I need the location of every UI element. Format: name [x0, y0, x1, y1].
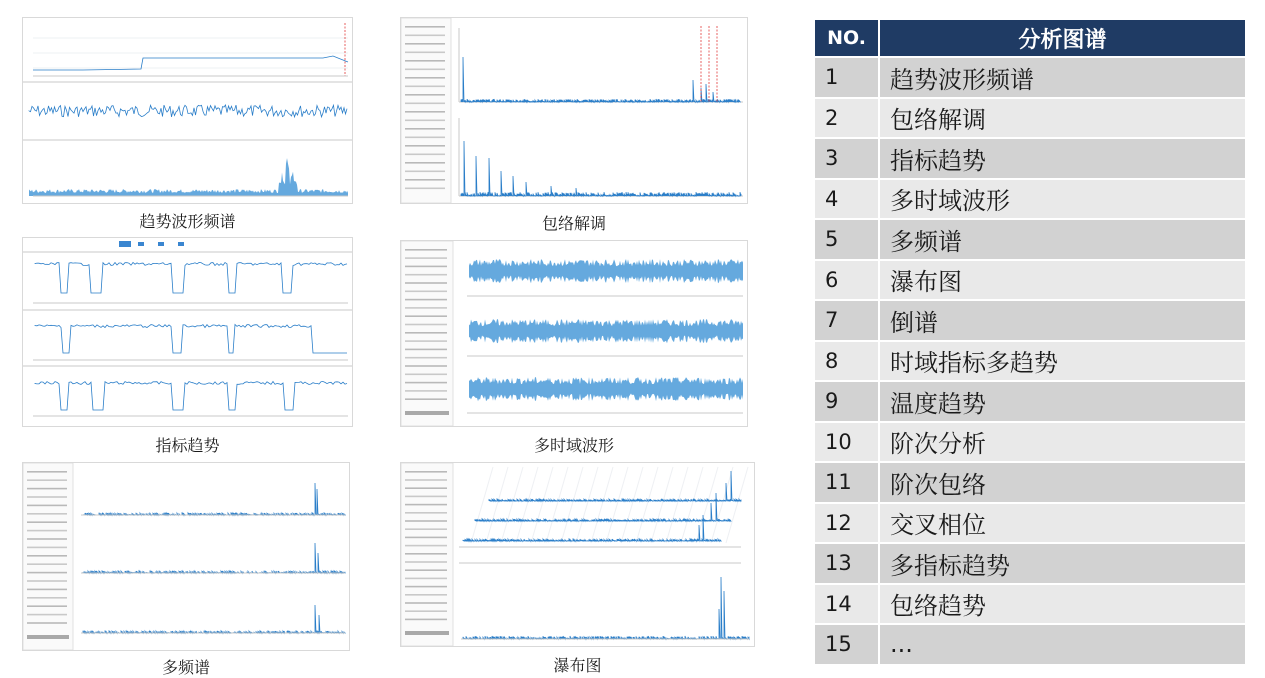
thumbnail-caption: 多时域波形: [533, 436, 614, 455]
thumbnail-indicator-trend: [22, 237, 353, 427]
thumbnail-multi-time-waveform: [400, 240, 748, 427]
indicator-trend-chart: [23, 238, 352, 426]
row-name: ...: [880, 625, 1245, 664]
row-name: 多指标趋势: [880, 544, 1245, 583]
table-row: [815, 625, 1245, 664]
multi-time-waveform-chart: [401, 241, 747, 426]
row-number: 14: [815, 585, 880, 624]
column-header-title: 分析图谱: [880, 20, 1245, 56]
thumbnail-trend-waveform-spectrum: [22, 17, 353, 204]
row-name: 阶次分析: [880, 423, 1245, 462]
thumbnail-caption: 瀑布图: [553, 656, 602, 675]
table-row: [815, 463, 1245, 502]
row-number: 13: [815, 544, 880, 583]
table-row: [815, 585, 1245, 624]
analysis-spectrum-table: [815, 18, 1245, 666]
table-row: [815, 301, 1245, 340]
row-number: 15: [815, 625, 880, 664]
row-number: 2: [815, 99, 880, 138]
table-row: [815, 504, 1245, 543]
thumbnail-caption: 趋势波形频谱: [139, 212, 236, 231]
row-name: 指标趋势: [880, 139, 1245, 178]
row-number: 3: [815, 139, 880, 178]
table-row: [815, 139, 1245, 178]
row-name: 交叉相位: [880, 504, 1245, 543]
table-row: [815, 58, 1245, 97]
trend-waveform-spectrum-chart: [23, 18, 352, 203]
row-number: 12: [815, 504, 880, 543]
row-number: 1: [815, 58, 880, 97]
row-name: 包络解调: [880, 99, 1245, 138]
row-number: 7: [815, 301, 880, 340]
table-row: [815, 180, 1245, 219]
row-number: 11: [815, 463, 880, 502]
table-row: [815, 220, 1245, 259]
row-name: 倒谱: [880, 301, 1245, 340]
multi-spectrum-chart: [23, 463, 349, 650]
thumbnail-caption: 包络解调: [541, 214, 606, 233]
thumbnail-waterfall: [400, 462, 755, 647]
thumbnail-caption: 多频谱: [161, 658, 210, 677]
row-name: 阶次包络: [880, 463, 1245, 502]
row-name: 瀑布图: [880, 261, 1245, 300]
row-number: 6: [815, 261, 880, 300]
table-row: [815, 99, 1245, 138]
row-name: 多频谱: [880, 220, 1245, 259]
table-row: [815, 342, 1245, 381]
envelope-demodulation-chart: [401, 18, 747, 203]
row-number: 10: [815, 423, 880, 462]
thumbnail-envelope-demodulation: [400, 17, 748, 204]
row-number: 4: [815, 180, 880, 219]
table-row: [815, 544, 1245, 583]
row-number: 9: [815, 382, 880, 421]
table-row: [815, 423, 1245, 462]
column-header-no: NO.: [815, 20, 880, 56]
row-name: 温度趋势: [880, 382, 1245, 421]
table-row: [815, 382, 1245, 421]
row-name: 多时域波形: [880, 180, 1245, 219]
row-name: 包络趋势: [880, 585, 1245, 624]
table-header-row: [815, 20, 1245, 56]
thumbnail-multi-spectrum: [22, 462, 350, 651]
thumbnail-caption: 指标趋势: [155, 436, 220, 455]
row-name: 时域指标多趋势: [880, 342, 1245, 381]
row-name: 趋势波形频谱: [880, 58, 1245, 97]
row-number: 8: [815, 342, 880, 381]
table-row: [815, 261, 1245, 300]
row-number: 5: [815, 220, 880, 259]
waterfall-chart: [401, 463, 754, 646]
